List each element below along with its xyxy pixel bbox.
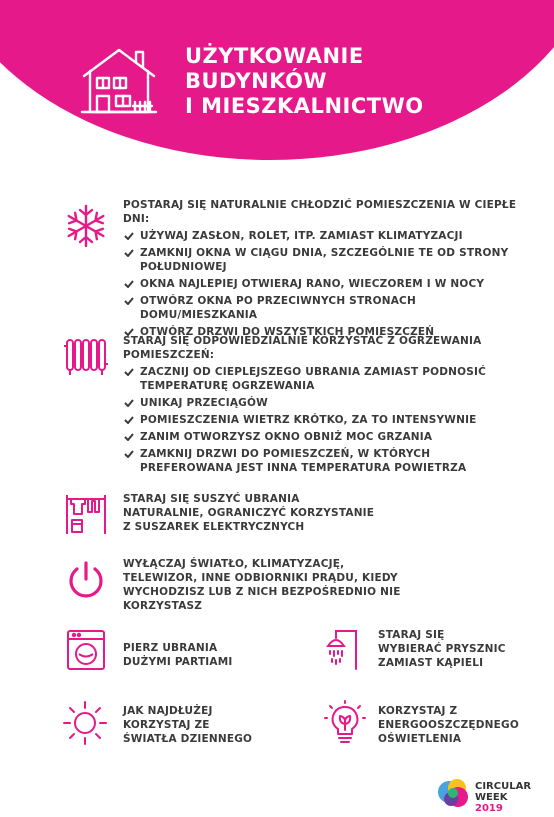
logo-text xyxy=(475,781,535,814)
sun-icon xyxy=(62,700,108,746)
list-item xyxy=(123,447,518,475)
washing-tip-text xyxy=(123,641,233,669)
logo-line-2 xyxy=(475,792,535,814)
lightbulb-icon xyxy=(322,700,368,746)
list-item-text: ZAMKNIJ DRZWI DO POMIESZCZEŃ, W KTÓRYCH PREFEROWANA JEST INNA TEMPERATURA POWIETRZA xyxy=(140,448,467,474)
list-item-text: ZAMKNIJ OKNA W CIĄGU DNIA, SZCZEGÓLNIE TE OD STRONY POŁUDNIOWEJ xyxy=(140,247,509,273)
circular-week-logo xyxy=(435,775,535,814)
list-item-text: OKNA NAJLEPIEJ OTWIERAJ RANO, WIECZOREM I W NOCY xyxy=(140,278,485,290)
list-item xyxy=(123,277,518,291)
list-item-text: ZACZNIJ OD CIEPLEJSZEGO UBRANIA ZAMIAST PODNOSIĆ TEMPERATURĘ OGRZEWANIA xyxy=(140,366,487,392)
cooling-list xyxy=(123,229,518,339)
list-item xyxy=(123,365,518,393)
washing-tip-label: PIERZ UBRANIA DUŻYMI PARTIAMI xyxy=(123,642,233,668)
page-title xyxy=(185,44,424,119)
power-icon xyxy=(64,559,108,603)
check-icon xyxy=(124,450,134,458)
shower-tip-text: STARAJ SIĘ WYBIERAĆ PRYSZNIC ZAMIAST KĄPIELI xyxy=(378,629,506,669)
logo-line-1: CIRCULAR xyxy=(475,781,532,792)
logo-mark-icon xyxy=(435,775,471,811)
logo-week: WEEK xyxy=(475,792,508,803)
heating-heading: STARAJ SIĘ ODPOWIEDZIALNIE KORZYSTAĆ Z OGRZEWANIA POMIESZCZEŃ: xyxy=(123,335,482,361)
list-item-text: POMIESZCZENIA WIETRZ KRÓTKO, ZA TO INTENSYWNIE xyxy=(140,414,477,426)
list-item xyxy=(123,396,518,410)
list-item-text: OTWÓRZ DRZWI DO WSZYSTKICH POMIESZCZEŃ xyxy=(140,326,435,338)
check-icon xyxy=(124,280,134,288)
list-item xyxy=(123,294,518,322)
check-icon xyxy=(124,232,134,240)
cooling-text xyxy=(123,198,518,342)
power-text: WYŁĄCZAJ ŚWIATŁO, KLIMATYZACJĘ, TELEWIZOR, INNE ODBIORNIKI PRĄDU, KIEDY WYCHODZISZ LUB Z NICH BEZPOŚREDNIO NIE KORZYSTASZ xyxy=(123,558,401,612)
snowflake-icon xyxy=(64,204,108,248)
clothesline-icon xyxy=(64,492,108,536)
title-line-2: BUDYNKÓW xyxy=(185,69,328,93)
daylight-tip-text: JAK NAJDŁUŻEJ KORZYSTAJ ZE ŚWIATŁA DZIENNEGO xyxy=(123,705,253,745)
radiator-icon xyxy=(64,334,108,378)
check-icon xyxy=(124,433,134,441)
drying-text: STARAJ SIĘ SUSZYĆ UBRANIA NATURALNIE, OGRANICZYĆ KORZYSTANIE Z SUSZAREK ELEKTRYCZNYCH xyxy=(123,493,375,533)
check-icon xyxy=(124,368,134,376)
heating-list xyxy=(123,365,518,475)
washing-machine-icon xyxy=(66,629,106,671)
check-icon xyxy=(124,416,134,424)
list-item xyxy=(123,430,518,444)
list-item xyxy=(123,229,518,243)
check-icon xyxy=(124,399,134,407)
list-item xyxy=(123,413,518,427)
list-item xyxy=(123,246,518,274)
house-icon xyxy=(80,40,158,118)
list-item-text: UŻYWAJ ZASŁON, ROLET, ITP. ZAMIAST KLIMATYZACJI xyxy=(140,230,463,242)
check-icon xyxy=(124,297,134,305)
logo-year: 2019 xyxy=(475,803,503,814)
shower-icon xyxy=(322,626,366,670)
title-line-1: UŻYTKOWANIE xyxy=(185,44,364,68)
cooling-heading: POSTARAJ SIĘ NATURALNIE CHŁODZIĆ POMIESZCZENIA W CIEPŁE DNI: xyxy=(123,199,517,225)
list-item-text: UNIKAJ PRZECIĄGÓW xyxy=(140,397,268,409)
header xyxy=(0,0,554,160)
heating-text xyxy=(123,334,518,478)
list-item-text: ZANIM OTWORZYSZ OKNO OBNIŻ MOC GRZANIA xyxy=(140,431,433,443)
check-icon xyxy=(124,249,134,257)
list-item-text: OTWÓRZ OKNA PO PRZECIWNYCH STRONACH DOMU/MIESZKANIA xyxy=(140,295,416,321)
lighting-tip-text: KORZYSTAJ Z ENERGOOSZCZĘDNEGO OŚWIETLENIA xyxy=(378,705,519,745)
title-line-3: I MIESZKALNICTWO xyxy=(185,94,424,118)
